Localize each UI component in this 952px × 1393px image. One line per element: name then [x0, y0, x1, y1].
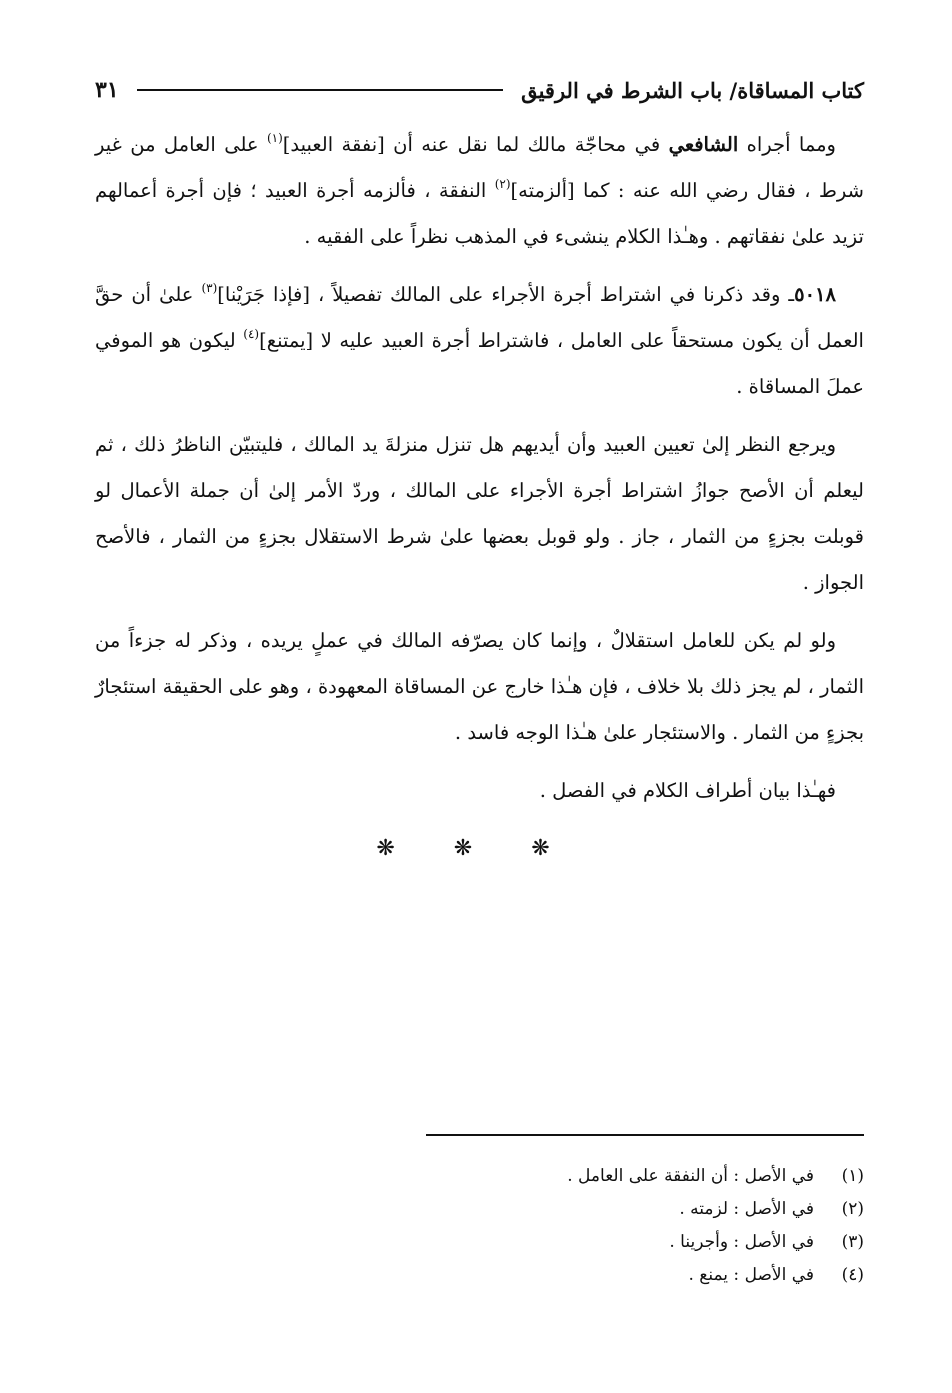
footnote-3	[264, 1226, 864, 1259]
paragraph-1	[95, 122, 864, 260]
footnote-number: (٣)	[841, 1232, 864, 1252]
footnote-2	[264, 1193, 864, 1226]
text-run: ومما أجراه	[738, 133, 836, 156]
footnote-ref-2: (٢)	[494, 177, 511, 191]
footnotes	[264, 1160, 864, 1292]
footnote-number: (٤)	[841, 1265, 864, 1285]
paragraph-4: ولو لم يكن للعامل استقلالٌ ، وإنما كان يصرّفه المالك في عملٍ يريده ، وذكر له جزءاً من الثمار ، لم يجز ذلك بلا خلاف ، فإن هـٰذا خارج عن المساقاة المعهودة ، وهو على الحقيقة استئجارٌ بجزءٍ من الثمار . والاستئجار علىٰ هـٰذا الوجه فاسد .	[95, 629, 864, 744]
text-run: في محاجّة مالك لما نقل عنه أن [نفقة العبيد]	[282, 133, 669, 156]
footnote-rule	[426, 1134, 864, 1136]
footnote-text: في الأصل : لزمته .	[679, 1199, 814, 1219]
text-run: النفقة ، فألزمه أجرة العبيد ؛ فإن أجرة أعمالهم تزيد علىٰ نفقاتهم . وهـٰذا الكلام ينشىء في المذهب نظراً على الفقيه .	[95, 179, 864, 248]
paragraph-2	[95, 272, 864, 410]
text-run: ليكون هو الموفي عملَ المساقاة .	[95, 329, 864, 398]
text-run: على العامل من غير شرط ، فقال رضي الله عنه : كما [ألزمته]	[95, 133, 865, 202]
paragraph-5: فهـٰذا بيان أطراف الكلام في الفصل .	[539, 779, 836, 802]
main-text	[95, 122, 864, 826]
bold-name: الشافعي	[668, 133, 739, 156]
header-rule	[137, 89, 503, 91]
footnote-text: في الأصل : يمنع .	[688, 1265, 814, 1285]
text-run: ـ وقد ذكرنا في اشتراط أجرة الأجراء على المالك تفصيلاً ، [فإذا جَرَيْنا]	[217, 283, 795, 306]
text-run: علىٰ أن حقَّ العمل أن يكون مستحقاً على العامل ، فاشتراط أجرة العبيد عليه لا [يمتنع]	[95, 283, 864, 352]
footnote-ref-4: (٤)	[243, 327, 260, 341]
paragraph-3: ويرجع النظر إلىٰ تعيين العبيد وأن أيديهم هل تنزل منزلةَ يد المالك ، فليتبيّن الناظرُ ذلك ، ثم ليعلم أن الأصح جوازُ اشتراط أجرة الأجراء على المالك ، وردّ الأمر إلىٰ أن جملة الأعمال لو قوبلت بجزءٍ من الثمار ، جاز . ولو قوبل بعضها علىٰ شرط الاستقلال بجزءٍ من الثمار ، فالأصح الجواز .	[95, 433, 864, 594]
footnote-text: في الأصل : وأجرينا .	[669, 1232, 814, 1252]
footnote-number: (١)	[841, 1166, 864, 1186]
page-number: ٣١	[95, 77, 119, 103]
footnote-text: في الأصل : أن النفقة على العامل .	[567, 1166, 814, 1186]
footnote-4	[264, 1259, 864, 1292]
footnote-ref-3: (٣)	[201, 281, 218, 295]
footnote-number: (٢)	[841, 1199, 864, 1219]
footnote-ref-1: (١)	[266, 131, 283, 145]
chapter-title: كتاب المساقاة/ باب الشرط في الرقيق	[521, 77, 864, 103]
section-separator: ❋ ❋ ❋	[376, 836, 576, 861]
section-number: ٥٠١٨	[794, 283, 836, 306]
footnote-1	[264, 1160, 864, 1193]
running-header	[95, 70, 864, 110]
